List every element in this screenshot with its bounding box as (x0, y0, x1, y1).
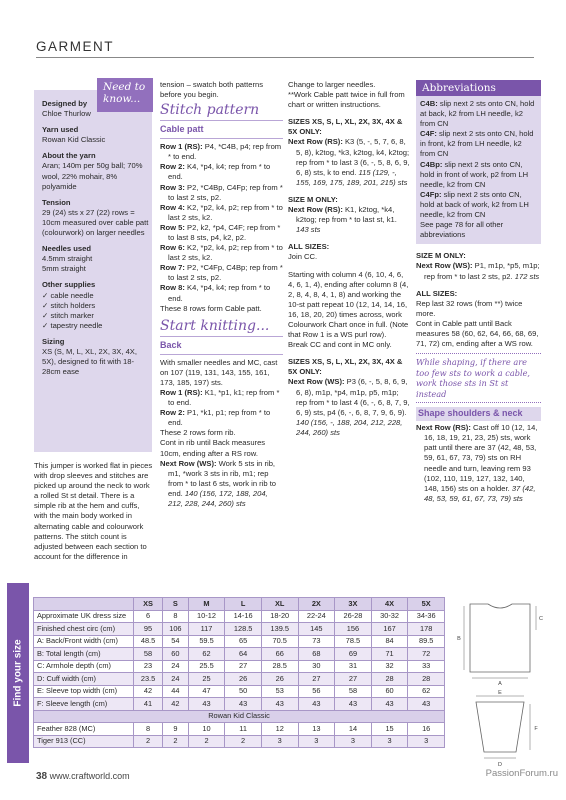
table-cell: 30 (298, 660, 335, 673)
back-cast-on: With smaller needles and MC, cast on 107 (119, 131, 143, 155, 161, 173, 185, 197) sts. (160, 357, 278, 387)
row-instruction: Next Row (RS): Cast off 10 (12, 14, 16, 18, 19, 21, 23, 25) sts, work patt until there are 37 (42, 48, 53, 59, 61, 67, 73, 79) sts on RH needle and turn, leaving rem 93 (102, 110, 119, 127, 132, 140, 148, 156) sts on a holder. 37 (42, 48, 53, 59, 61, 67, 73, 79) sts (416, 423, 538, 503)
table-row (34, 735, 445, 748)
diagram-label-a: A (498, 681, 502, 687)
table-cell: Rowan Kid Classic (34, 710, 445, 723)
table-cell: 65 (225, 635, 262, 648)
table-cell: 156 (335, 623, 372, 636)
table-cell: 3 (371, 735, 408, 748)
table-cell: 145 (298, 623, 335, 636)
table-cell: 24 (163, 673, 189, 686)
table-cell: 24 (163, 660, 189, 673)
size-group-heading: SIZES XS, S, L, XL, 2X, 3X, 4X & 5X ONLY: (288, 357, 403, 377)
about-heading: About the yarn (42, 151, 96, 161)
row-instruction: Row 4: K2, *p2, k4, p2; rep from * to last 2 sts, k2. (160, 202, 283, 222)
size-group-heading: SIZE M ONLY: (416, 251, 466, 261)
table-cell: S (163, 598, 189, 611)
column-stitch-pattern (160, 80, 283, 509)
needle-item: 4.5mm straight (42, 254, 93, 264)
table-row (34, 623, 445, 636)
table-cell: 89.5 (408, 635, 445, 648)
abbreviations-box: C4B: slip next 2 sts onto CN, hold at back, k2 from LH needle, k2 from CN C4F: slip next 2 sts onto CN, hold in front, k2 from LH needle, k2 from CN C4Bp: slip next 2 sts onto CN, hold in front of work, p2 from LH needle, k2 from CN C4Fp: slip next 2 sts onto CN, hold at back of work, k2 from LH needle, k2 from CN See page 78 for all other abbreviations (416, 96, 541, 244)
row-instruction: Next Row (RS): K3 (5, -, 5, 7, 6, 8, 5, 8), k2tog, *k3, k2tog, k4, k2tog; rep from * to last 3 (6, -, 5, 8, 6, 9, 6, 8) sts, k to end. 115 (129, -, 155, 169, 175, 189, 201, 215) sts (288, 137, 410, 187)
table-cell: 2 (134, 735, 163, 748)
table-cell: 62 (188, 648, 225, 661)
row-instruction: Next Row (WS): P1, m1p, *p5, m1p; rep from * to last 2 sts, p2. 172 sts (416, 261, 540, 281)
table-cell: 43 (371, 698, 408, 711)
table-cell: 28.5 (261, 660, 298, 673)
rib-text: These 2 rows form rib. (160, 428, 236, 438)
tension-text: 29 (24) sts x 27 (22) rows = 10cm measured over cable patt (colourwork) on larger needles (42, 207, 149, 238)
table-row (34, 610, 445, 623)
table-cell: M (188, 598, 225, 611)
row-instruction: Row 1 (RS): P4, *C4B, p4; rep from * to end. (160, 142, 282, 162)
table-cell: 64 (225, 648, 262, 661)
supply-item: ✓ stitch marker (42, 310, 94, 320)
back-heading: Back (160, 340, 283, 355)
diagram-label-d: D (498, 762, 502, 768)
size-group-heading: ALL SIZES: (288, 242, 330, 252)
table-cell: 56 (298, 685, 335, 698)
needles-heading: Needles used (42, 244, 91, 254)
table-cell: E: Sleeve top width (cm) (34, 685, 134, 698)
designed-heading: Designed by (42, 99, 88, 108)
sizing-heading: Sizing (42, 336, 65, 346)
table-cell: 60 (371, 685, 408, 698)
rib-cont-text: Cont in rib until Back measures 10cm, ending after a RS row. (160, 438, 266, 458)
table-cell: 68 (298, 648, 335, 661)
table-cell: 27 (298, 673, 335, 686)
table-cell: 25.5 (188, 660, 225, 673)
table-cell: 44 (163, 685, 189, 698)
table-cell: 58 (134, 648, 163, 661)
table-cell: 23 (134, 660, 163, 673)
footer-url: www.craftworld.com (49, 771, 130, 781)
table-cell: 33 (408, 660, 445, 673)
table-cell: Tiger 913 (CC) (34, 735, 134, 748)
table-row (34, 685, 445, 698)
table-cell: 23.5 (134, 673, 163, 686)
table-row (34, 698, 445, 711)
table-cell: 69 (335, 648, 372, 661)
table-cell: XL (261, 598, 298, 611)
about-text: Aran; 140m per 50g ball; 70% wool, 22% mohair, 8% polyamide (42, 161, 143, 191)
table-cell: 62 (408, 685, 445, 698)
stitch-pattern-heading: Stitch pattern (160, 102, 260, 119)
table-cell: L (225, 598, 262, 611)
table-cell: 43 (408, 698, 445, 711)
table-cell: 26-28 (335, 610, 372, 623)
sizing-text: XS (S, M, L, XL, 2X, 3X, 4X, 5X), designed to fit with 18-28cm ease (42, 346, 137, 377)
table-row (34, 648, 445, 661)
table-cell: 128.5 (225, 623, 262, 636)
supply-item: ✓ stitch holders (42, 300, 96, 310)
page-number: 38 (36, 771, 48, 782)
yarn-section-row (34, 710, 445, 723)
table-cell: 14 (335, 723, 372, 736)
table-cell: 70.5 (261, 635, 298, 648)
row-instruction: Next Row (WS): P3 (6, -, 5, 8, 6, 9, 6, 8), m1p, *p4, m1p, p5, m1p; rep from * to last 4 (6, -, 6, 8, 7, 9, 6, 9) sts, p4 (6, -, 6, 8, 7, 9, 6, 9). 140 (156, -, 188, 204, 212, 228, 244, 260) sts (288, 377, 410, 437)
column-abbreviations (416, 80, 541, 504)
needle-change-text: Change to larger needles. (288, 80, 376, 89)
intro-paragraph: This jumper is worked flat in pieces with drop sleeves and stitches are picked up around the neck to work a rolled St st detail. There is a simple rib at the hem and cuffs, with the main body worked in alternating cable and colourwork patterns. The stitch count is adjusted between each section to account for the difference in (34, 461, 153, 561)
table-cell: 60 (163, 648, 189, 661)
table-cell: 26 (225, 673, 262, 686)
cont-text: tension – swatch both patterns before you begin. (160, 80, 264, 100)
column-back-continued (288, 80, 410, 438)
table-cell: 16 (408, 723, 445, 736)
table-cell: 3 (298, 735, 335, 748)
table-cell: 73 (298, 635, 335, 648)
table-cell: 43 (298, 698, 335, 711)
row-instruction: Row 7: P2, *C4Fp, C4Bp; rep from * to last 2 sts, p2. (160, 263, 283, 283)
cable-repeat-text: **Work Cable patt twice in full from chart or written instructions. (288, 90, 405, 110)
table-cell: 27 (335, 673, 372, 686)
table-cell: 42 (163, 698, 189, 711)
table-cell: 139.5 (261, 623, 298, 636)
watermark: PassionForum.ru (485, 768, 558, 779)
table-cell: 34-36 (408, 610, 445, 623)
designer-name: Chloe Thurlow (42, 109, 91, 119)
table-cell: 43 (188, 698, 225, 711)
table-cell: 3 (408, 735, 445, 748)
size-group-heading: ALL SIZES: (416, 288, 458, 298)
colourwork-text: Starting with column 4 (6, 10, 4, 6, 4, 6, 1, 4), ending after column 8 (4, 2, 8, 4, 8, 4, 1, 8) and working the 10-st patt repeat 10 (12, 14, 14, 16, 16, 18, 20, 20) times across, work Colourwork Chart once in full. (Note that Row 1 is a WS purl row). (288, 269, 409, 340)
table-cell: 2 (163, 735, 189, 748)
table-cell: 117 (188, 623, 225, 636)
table-cell: 10-12 (188, 610, 225, 623)
row-instruction: Next Row (WS): Work 5 sts in rib, m1, *work 3 sts in rib, m1; rep from * to last 6 sts, work in rib to end. 140 (156, 172, 188, 204, 212, 228, 244, 260) sts (160, 458, 277, 509)
table-cell: 2 (225, 735, 262, 748)
table-cell: 12 (261, 723, 298, 736)
table-cell: 53 (261, 685, 298, 698)
diagram-label-b: B (457, 636, 461, 642)
table-cell: 6 (134, 610, 163, 623)
row-instruction: Row 1 (RS): K1, *p1, k1; rep from * to end. (160, 388, 280, 408)
table-cell: 167 (371, 623, 408, 636)
supply-item: ✓ tapestry needle (42, 320, 103, 330)
shape-shoulders-heading: Shape shoulders & neck (416, 407, 541, 421)
row-instruction: Row 8: K4, *p4, k4; rep from * to end. (160, 283, 271, 303)
table-cell: 3X (335, 598, 372, 611)
cable-patt-heading: Cable patt (160, 124, 283, 139)
abbreviations-heading: Abbreviations (416, 80, 541, 96)
yarn-name: Rowan Kid Classic (42, 135, 106, 145)
table-row (34, 673, 445, 686)
header-rule (36, 57, 534, 58)
table-cell: 22-24 (298, 610, 335, 623)
table-cell: 2X (298, 598, 335, 611)
table-cell: 8 (134, 723, 163, 736)
join-cc-text: Join CC. (288, 252, 318, 262)
table-cell: C: Armhole depth (cm) (34, 660, 134, 673)
table-cell: 3 (261, 735, 298, 748)
size-group-heading: SIZES XS, S, L, XL, 2X, 3X, 4X & 5X ONLY: (288, 117, 403, 137)
table-cell: 30-32 (371, 610, 408, 623)
row-instruction: Row 2: K4, *p4, k4; rep from * to end. (160, 162, 271, 182)
table-cell: 18-20 (261, 610, 298, 623)
table-cell: 95 (134, 623, 163, 636)
need-to-know-badge: Need to know... (97, 78, 153, 112)
table-cell: 4X (371, 598, 408, 611)
table-cell: 178 (408, 623, 445, 636)
table-cell: A: Back/Front width (cm) (34, 635, 134, 648)
supplies-heading: Other supplies (42, 280, 96, 290)
table-header-row (34, 598, 445, 611)
table-cell: 8 (163, 610, 189, 623)
shaping-note: While shaping, if there are too few sts to work a cable, work those sts in St st instead (416, 353, 541, 403)
table-cell: 43 (261, 698, 298, 711)
table-cell: 59.5 (188, 635, 225, 648)
diagram-label-c: C (539, 616, 543, 622)
table-cell: XS (134, 598, 163, 611)
table-cell: B: Total length (cm) (34, 648, 134, 661)
table-cell: 78.5 (335, 635, 372, 648)
table-cell: D: Cuff width (cm) (34, 673, 134, 686)
section-title: GARMENT (36, 39, 114, 54)
table-cell: 28 (371, 673, 408, 686)
table-cell: Finished chest circ (cm) (34, 623, 134, 636)
need-to-know-body (42, 95, 150, 377)
row-instruction: Next Row (RS): K1, k2tog, *k4, k2tog; rep from * to last st, k1. 143 sts (288, 205, 397, 235)
table-cell: 43 (225, 698, 262, 711)
repeat-text: Rep last 32 rows (from **) twice more. (416, 298, 523, 318)
table-cell: 41 (134, 698, 163, 711)
schematic-diagram (450, 600, 550, 770)
footer (36, 770, 130, 783)
table-cell: 106 (163, 623, 189, 636)
diagram-label-e: E (498, 690, 502, 696)
start-knitting-heading: Start knitting... (160, 317, 270, 334)
table-cell: 66 (261, 648, 298, 661)
table-cell: 28 (408, 673, 445, 686)
diagram-label-f: F (534, 726, 538, 732)
table-cell: 5X (408, 598, 445, 611)
row-instruction: Row 2: P1, *k1, p1; rep from * to end. (160, 408, 271, 428)
rows-end-text: These 8 rows form Cable patt. (160, 303, 262, 313)
table-cell: 26 (261, 673, 298, 686)
find-your-size-tab: Find your size (7, 583, 29, 763)
table-cell: 2 (188, 735, 225, 748)
cont-cable-text: Cont in Cable patt until Back measures 58 (60, 62, 64, 66, 68, 69, 71, 72) cm, ending after a WS row. (416, 318, 539, 349)
table-cell: 84 (371, 635, 408, 648)
needle-item: 5mm straight (42, 264, 86, 274)
row-instruction: Row 6: K2, *p2, k4, p2; rep from * to last 2 sts, k2. (160, 243, 283, 263)
table-cell: 3 (335, 735, 372, 748)
table-row (34, 660, 445, 673)
table-cell (34, 598, 134, 611)
break-cc-text: Break CC and cont in MC only. (288, 340, 392, 350)
table-cell: F: Sleeve length (cm) (34, 698, 134, 711)
table-cell: 11 (225, 723, 262, 736)
table-cell: 10 (188, 723, 225, 736)
size-group-heading: SIZE M ONLY: (288, 194, 338, 204)
table-cell: 43 (335, 698, 372, 711)
table-cell: 42 (134, 685, 163, 698)
table-cell: 71 (371, 648, 408, 661)
table-cell: 48.5 (134, 635, 163, 648)
table-cell: 50 (225, 685, 262, 698)
table-row (34, 635, 445, 648)
table-cell: 25 (188, 673, 225, 686)
size-table (33, 597, 445, 748)
supply-item: ✓ cable needle (42, 290, 94, 300)
tension-heading: Tension (42, 197, 71, 207)
table-cell: Approximate UK dress size (34, 610, 134, 623)
table-cell: 14-16 (225, 610, 262, 623)
table-cell: 54 (163, 635, 189, 648)
row-instruction: Row 5: P2, k2, *p4, C4F; rep from * to last 8 sts, p4, k2, p2. (160, 222, 281, 242)
table-cell: 13 (298, 723, 335, 736)
table-row (34, 723, 445, 736)
table-cell: 47 (188, 685, 225, 698)
table-cell: 27 (225, 660, 262, 673)
table-cell: Feather 828 (MC) (34, 723, 134, 736)
table-cell: 9 (163, 723, 189, 736)
table-cell: 31 (335, 660, 372, 673)
yarn-heading: Yarn used (42, 125, 79, 135)
row-instruction: Row 3: P2, *C4Bp, C4Fp; rep from * to last 2 sts, p2. (160, 182, 283, 202)
table-cell: 58 (335, 685, 372, 698)
table-cell: 15 (371, 723, 408, 736)
table-cell: 72 (408, 648, 445, 661)
table-cell: 32 (371, 660, 408, 673)
